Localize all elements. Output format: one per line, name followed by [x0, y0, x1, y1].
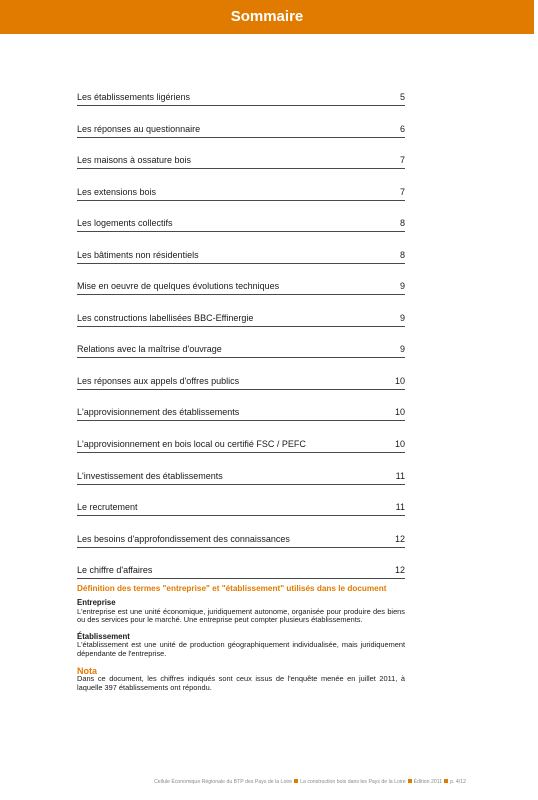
toc-item-page: 7 — [399, 155, 405, 166]
toc-item[interactable] — [77, 215, 405, 232]
toc-item-page: 5 — [399, 92, 405, 102]
toc-item[interactable] — [77, 341, 405, 358]
toc-item-page: 7 — [399, 186, 405, 197]
toc-item[interactable] — [77, 278, 405, 295]
toc-item-label: Le recrutement — [77, 502, 138, 513]
toc-item-label: Mise en oeuvre de quelques évolutions techniques — [77, 281, 280, 292]
toc-item-label: Les constructions labellisées BBC-Effinergie — [77, 312, 254, 323]
toc-item-page: 12 — [394, 565, 405, 576]
separator-square-icon — [408, 779, 412, 783]
toc-item-label: Les établissements ligériens — [77, 92, 191, 102]
toc-item-page: 10 — [394, 375, 405, 386]
toc-item-label: L'approvisionnement en bois local ou certifié FSC / PEFC — [77, 439, 306, 450]
toc-item-page: 10 — [394, 439, 405, 450]
footer-publication: La construction bois dans les Pays de la Loire — [300, 779, 406, 785]
toc-item[interactable] — [77, 247, 405, 264]
toc-item-label: Les réponses au questionnaire — [77, 123, 201, 134]
term-entreprise: Entreprise — [77, 598, 116, 608]
nota-text: Dans ce document, les chiffres indiqués sont ceux issus de l'enquête menée en juillet 2011, à laquelle 397 établissements ont répondu. — [77, 674, 405, 692]
toc-item-label: Les besoins d'approfondissement des connaissances — [77, 533, 290, 544]
toc-item[interactable] — [77, 373, 405, 390]
toc-item-page: 8 — [399, 218, 405, 229]
toc-item-page: 8 — [399, 249, 405, 260]
toc-item-page: 9 — [399, 281, 405, 292]
definitions-section — [77, 585, 405, 701]
page-footer — [0, 779, 466, 785]
toc-item[interactable] — [77, 436, 405, 453]
separator-square-icon — [444, 779, 448, 783]
toc-item[interactable] — [77, 562, 405, 579]
toc-item-label: Les extensions bois — [77, 186, 157, 197]
toc-item-label: Le chiffre d'affaires — [77, 565, 153, 576]
toc-item-page: 10 — [394, 407, 405, 418]
toc-item[interactable] — [77, 404, 405, 421]
definition-etablissement: L'établissement est une unité de production géographiquement individualisée, mais juridiquement dépendante de l'entreprise. — [77, 640, 405, 658]
toc-item-page: 6 — [399, 123, 405, 134]
toc-item-label: Les bâtiments non résidentiels — [77, 249, 199, 260]
toc-item-label: L'approvisionnement des établissements — [77, 407, 240, 418]
definitions-title: Définition des termes "entreprise" et "établissement" utilisés dans le document — [77, 584, 387, 593]
toc-item-label: Les maisons à ossature bois — [77, 155, 192, 166]
footer-edition: Édition 2011 — [413, 779, 443, 785]
definition-entreprise: L'entreprise est une unité économique, juridiquement autonome, organisée pour produire des biens ou des services pour le marché. Une entreprise peut compter plusieurs établissements. — [77, 606, 405, 624]
toc-item[interactable] — [77, 121, 405, 138]
page-title: Sommaire — [0, 0, 534, 34]
toc-item-page: 9 — [399, 344, 405, 355]
toc-item-label: Relations avec la maîtrise d'ouvrage — [77, 344, 222, 355]
toc-item[interactable] — [77, 499, 405, 516]
toc-item[interactable] — [77, 310, 405, 327]
toc-item[interactable] — [77, 184, 405, 201]
toc-item-page: 9 — [399, 312, 405, 323]
nota-title: Nota — [77, 666, 97, 677]
footer-organization: Cellule Économique Régionale du BTP des Pays de la Loire — [154, 779, 293, 785]
toc-item-page: 11 — [395, 470, 405, 481]
toc-item-label: L'investissement des établissements — [77, 470, 223, 481]
toc-item-page: 11 — [395, 502, 405, 513]
toc-item-label: Les réponses aux appels d'offres publics — [77, 375, 240, 386]
separator-square-icon — [294, 779, 298, 783]
table-of-contents — [77, 89, 405, 594]
toc-item[interactable] — [77, 89, 405, 106]
toc-item-page: 12 — [394, 533, 405, 544]
toc-item[interactable] — [77, 468, 405, 485]
toc-item-label: Les logements collectifs — [77, 218, 173, 229]
toc-item[interactable] — [77, 152, 405, 169]
term-etablissement: Établissement — [77, 632, 130, 642]
toc-item[interactable] — [77, 531, 405, 548]
footer-page-number: p. 4/12 — [450, 779, 466, 785]
